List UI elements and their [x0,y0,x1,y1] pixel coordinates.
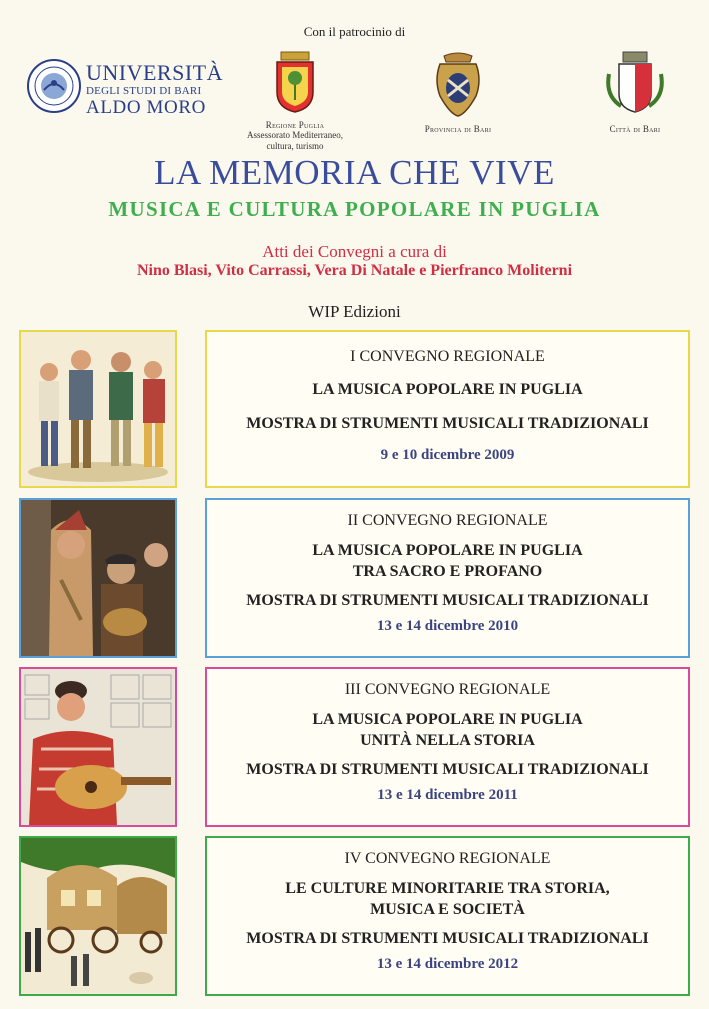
publisher: WIP Edizioni [308,302,401,321]
convention-exhibition: MOSTRA DI STRUMENTI MUSICALI TRADIZIONALI [246,414,649,432]
convention-topic: LE CULTURE MINORITARIE TRA STORIA, MUSICA E SOCIETÀ [285,880,610,919]
medieval-musicians-fresco [19,498,177,658]
curators-names: Nino Blasi, Vito Carrassi, Vera Di Natale e Pierfranco Moliterni [136,262,573,279]
citta-bari-crest-icon [605,50,665,118]
regione-puglia-dept: Assessorato Mediterraneo, [247,130,343,141]
university-seal-icon [26,58,82,114]
convention-exhibition: MOSTRA DI STRUMENTI MUSICALI TRADIZIONALI [246,930,649,948]
musicians-illustration [19,330,177,488]
regione-puglia-dept-2: cultura, turismo [266,140,324,151]
university-dedication: ALDO MORO [86,97,206,118]
convention-date: 13 e 14 dicembre 2012 [376,956,519,973]
convention-date: 13 e 14 dicembre 2010 [376,618,519,635]
convention-exhibition: MOSTRA DI STRUMENTI MUSICALI TRADIZIONALI [246,761,649,779]
convention-date: 9 e 10 dicembre 2009 [380,446,515,463]
regione-puglia-name: Regione Puglia [265,120,325,130]
regione-puglia-logo [225,50,365,151]
convention-box-3 [205,667,690,827]
curators-intro: Atti dei Convegni a cura di [262,242,447,261]
book-title: LA MEMORIA CHE VIVE [154,153,555,192]
provincia-bari-crest-icon [432,50,484,118]
convention-box-1 [205,330,690,488]
university-name: UNIVERSITÀ [86,60,223,85]
citta-bari-name: Città di Bari [609,124,661,134]
convention-box-2 [205,498,690,658]
book-subtitle: MUSICA E CULTURA POPOLARE IN PUGLIA [108,197,601,221]
convention-box-4 [205,836,690,996]
patronage-heading: Con il patrocinio di [303,24,406,39]
convention-topic: LA MUSICA POPOLARE IN PUGLIA UNITÀ NELLA STORIA [312,711,583,750]
convention-exhibition: MOSTRA DI STRUMENTI MUSICALI TRADIZIONALI [246,592,649,610]
patron-logos [20,50,700,160]
university-logo [26,58,226,118]
convention-label: I CONVEGNO REGIONALE [350,348,545,365]
convention-topic: LA MUSICA POPOLARE IN PUGLIA TRA SACRO E PROFANO [312,542,583,581]
provincia-bari-logo [398,50,518,134]
guitar-player-portrait [19,667,177,827]
convention-label: III CONVEGNO REGIONALE [344,681,551,698]
convention-date: 13 e 14 dicembre 2011 [377,787,518,804]
convention-topic: LA MUSICA POPOLARE IN PUGLIA [312,381,583,398]
provincia-bari-name: Provincia di Bari [424,124,492,134]
citta-bari-logo [580,50,690,134]
wagon-caravan-illustration [19,836,177,996]
university-subname: DEGLI STUDI DI BARI [86,85,202,97]
convention-label: IV CONVEGNO REGIONALE [344,850,551,867]
regione-puglia-crest-icon [273,50,317,114]
convention-label: II CONVEGNO REGIONALE [347,512,548,529]
